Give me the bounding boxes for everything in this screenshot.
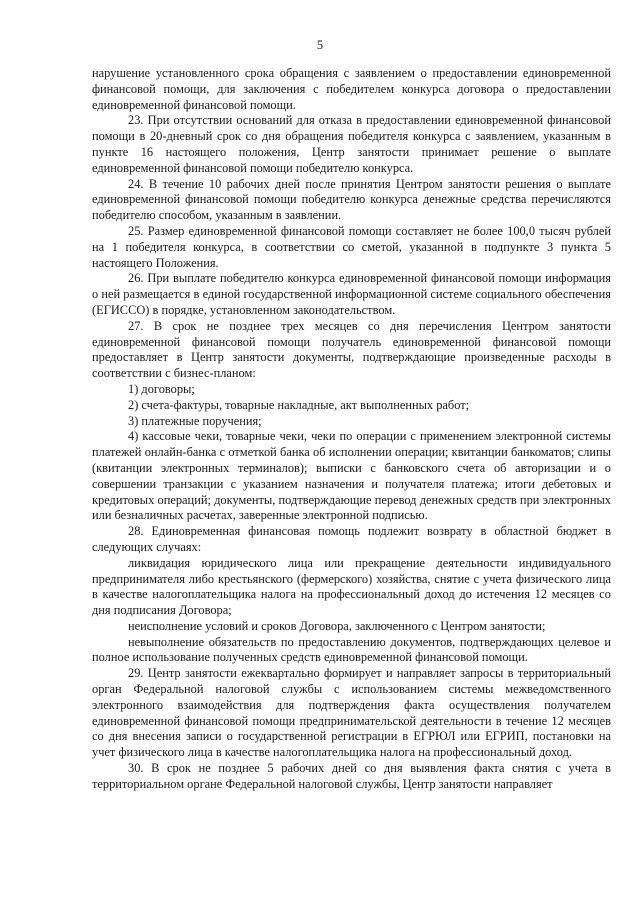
case-documents: невыполнение обязательств по предоставлению документов, подтверждающих целевое и полное использование полученных средств единовременной финансовой помощи. [92,634,611,665]
case-liquidation: ликвидация юридического лица или прекращение деятельности индивидуального предпринимателя либо крестьянского (фермерского) хозяйства, снятие с учета физического лица в качестве налогоплательщика налога на профессиональный доход до истечения 12 месяцев со дня подписания Договора; [92,555,611,618]
page-number: 5 [316,38,324,52]
list-item-2: 2) счета-фактуры, товарные накладные, акт выполненных работ; [128,397,470,412]
list-item-3: 3) платежные поручения; [128,413,262,428]
paragraph-30: 30. В срок не позднее 5 рабочих дней со дня выявления факта снятия с учета в территориальном органе Федеральной налоговой службы, Центр занятости направляет [92,761,611,791]
paragraph-27: 27. В срок не позднее трех месяцев со дня перечисления Центром занятости единовременной финансовой помощи получатель единовременной финансовой помощи предоставляет в Центр занятости документы, подтверждающие произведенные расходы в соответствии с бизнес-планом: [92,318,611,381]
document-body [92,66,611,793]
paragraph-24: 24. В течение 10 рабочих дней после принятия Центром занятости решения о выплате единовременной финансовой помощи победителю конкурса денежные средства перечисляются победителю способом, указанным в заявлении. [92,176,611,223]
paragraph-29: 29. Центр занятости ежеквартально формирует и направляет запросы в территориальный орган Федеральной налоговой службы с использованием системы межведомственного электронного взаимодействия для подтверждения факта осуществления получателем единовременной финансовой помощи предпринимательской деятельности в течение 12 месяцев со дня внесения записи о государственной регистрации в ЕГРЮЛ или ЕГРИП, постановки на учет физического лица в качестве налогоплательщика налога на профессиональный доход. [92,666,611,760]
list-item-1: 1) договоры; [128,381,195,396]
paragraph-26: 26. При выплате победителю конкурса единовременной финансовой помощи информация о ней размещается в единой государственной информационной системе социального обеспечения (ЕГИССО) в порядке, установленном законодательством. [92,271,611,317]
paragraph-continuation: нарушение установленного срока обращения с заявлением о предоставлении единовременной финансовой помощи, для заключения с победителем конкурса договора о предоставлении единовременной финансовой помощи. [92,66,611,112]
paragraph-28: 28. Единовременная финансовая помощь подлежит возврату в областной бюджет в следующих случаях: [92,524,611,554]
paragraph-25: 25. Размер единовременной финансовой помощи составляет не более 100,0 тысяч рублей на 1 победителя конкурса, в соответствии со сметой, указанной в подпункте 3 пункта 5 настоящего Положения. [92,223,611,270]
case-nonperformance: неисполнение условий и сроков Договора, заключенного с Центром занятости; [128,618,546,633]
list-item-4: 4) кассовые чеки, товарные чеки, чеки по операции с применением электронной системы платежей онлайн-банка с отметкой банка об исполнении операции; квитанции банкоматов; слипы (квитанции электронных терминалов); выписки с банковского счета об авторизации и о совершении транзакции с указанием назначения и получателя платежа; итоги дебетовых и кредитовых операций; документы, подтверждающие перевод денежных средств при электронных или безналичных расчетах, заверенные электронной подписью. [92,429,611,523]
paragraph-23: 23. При отсутствии оснований для отказа в предоставлении единовременной финансовой помощи в 20-дневный срок со дня обращения победителя конкурса с заявлением, указанным в пункте 16 настоящего положения, Центр занятости принимает решение о выплате единовременной финансовой помощи победителю конкурса. [92,113,611,175]
